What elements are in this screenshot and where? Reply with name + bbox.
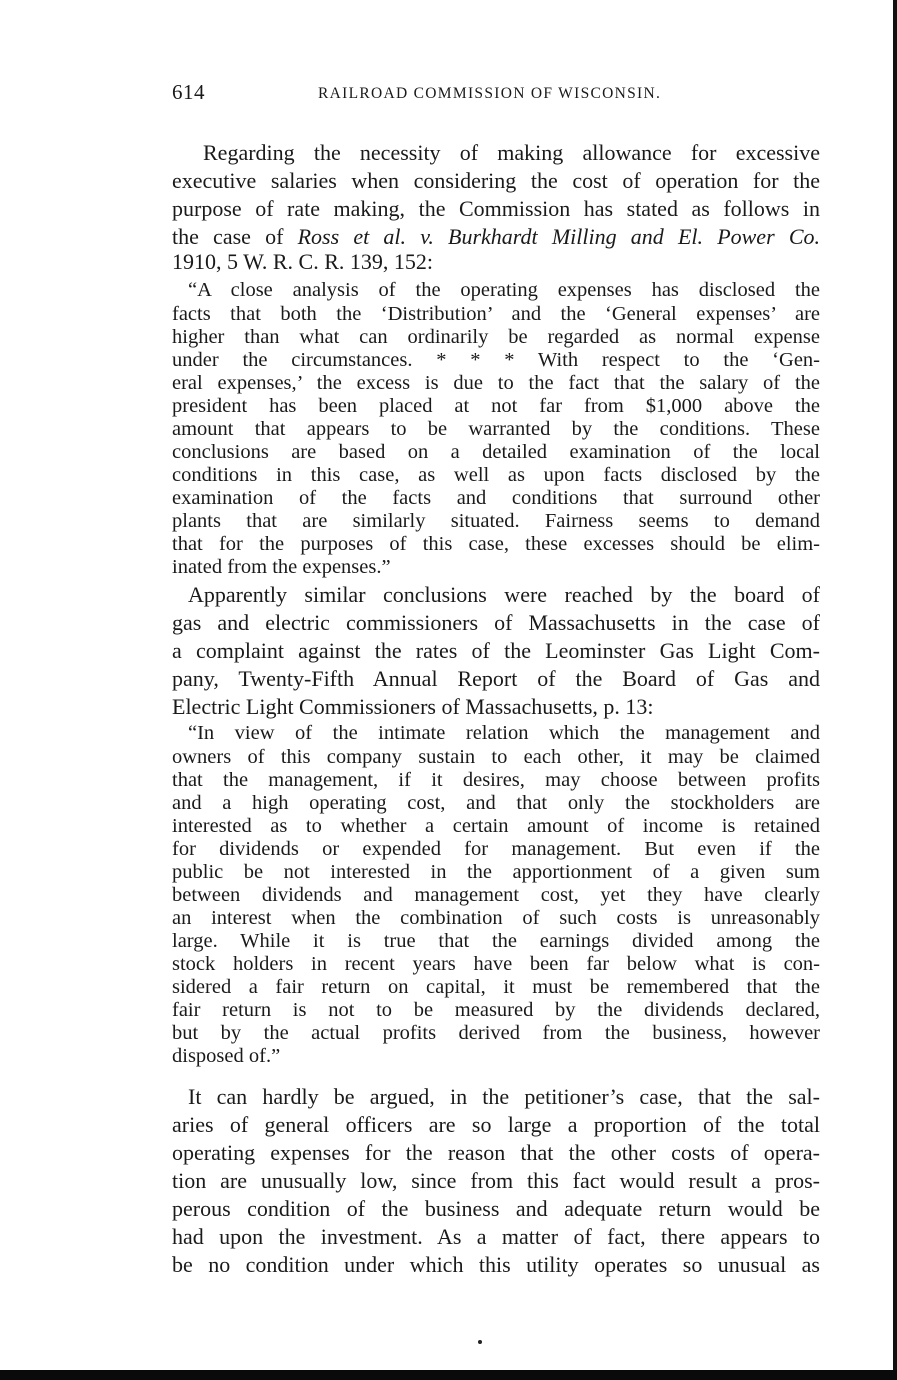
text-line-with-case: [172, 224, 820, 250]
quote-line: that for the purposes of this case, these excesses should be elim-: [172, 533, 820, 555]
text-line: Apparently similar conclusions were reached by the board of: [188, 582, 820, 607]
quote-line: disposed of.”: [172, 1045, 281, 1067]
quote-line: president has been placed at not far from $1,000 above the: [172, 395, 820, 417]
quote-line: conditions in this case, as well as upon facts disclosed by the: [172, 464, 820, 486]
text-line: executive salaries when considering the cost of operation for the: [172, 168, 820, 193]
quote-line: “A close analysis of the operating expenses has disclosed the: [188, 279, 820, 301]
scan-speck: [478, 1340, 482, 1344]
quote-line: “In view of the intimate relation which the management and: [188, 722, 820, 744]
text-line: Regarding the necessity of making allowance for excessive: [203, 140, 820, 165]
text-line: 1910, 5 W. R. C. R. 139, 152:: [172, 249, 433, 274]
text-span: the case of: [172, 224, 298, 249]
quote-line: between dividends and management cost, yet they have clearly: [172, 884, 820, 906]
quote-line: fair return is not to be measured by the dividends declared,: [172, 999, 820, 1021]
scan-bottom-edge: [0, 1370, 897, 1380]
quote-line: under the circumstances. * * * With respect to the ‘Gen-: [172, 349, 820, 371]
text-line: a complaint against the rates of the Leominster Gas Light Com-: [172, 638, 820, 663]
text-line: be no condition under which this utility operates so unusual as: [172, 1252, 820, 1277]
page-number: 614: [172, 80, 205, 104]
quote-line: amount that appears to be warranted by the conditions. These: [172, 418, 820, 440]
quote-line: facts that both the ‘Distribution’ and the ‘General expenses’ are: [172, 303, 820, 325]
text-line: It can hardly be argued, in the petitioner’s case, that the sal-: [188, 1084, 820, 1109]
quote-line: for dividends or expended for management. But even if the: [172, 838, 820, 860]
quote-line: and a high operating cost, and that only the stockholders are: [172, 792, 820, 814]
quote-line: public be not interested in the apportionment of a given sum: [172, 861, 820, 883]
text-line: aries of general officers are so large a proportion of the total: [172, 1112, 820, 1137]
quote-line: sidered a fair return on capital, it must be remembered that the: [172, 976, 820, 998]
quote-line: stock holders in recent years have been far below what is con-: [172, 953, 820, 975]
quote-line: higher than what can ordinarily be regarded as normal expense: [172, 326, 820, 348]
text-line: perous condition of the business and adequate return would be: [172, 1196, 820, 1221]
page-header: [172, 80, 822, 110]
case-citation: Ross et al. v. Burkhardt Milling and El. Power Co.: [297, 224, 820, 249]
quote-line: inated from the expenses.”: [172, 556, 391, 578]
quote-line: an interest when the combination of such costs is unreasonably: [172, 907, 820, 929]
quote-line: interested as to whether a certain amount of income is retained: [172, 815, 820, 837]
text-line: pany, Twenty-Fifth Annual Report of the Board of Gas and: [172, 666, 820, 691]
quote-line: owners of this company sustain to each other, it may be claimed: [172, 746, 820, 768]
text-line: operating expenses for the reason that the other costs of opera-: [172, 1140, 820, 1165]
text-line: tion are unusually low, since from this fact would result a pros-: [172, 1168, 820, 1193]
quote-line: but by the actual profits derived from the business, however: [172, 1022, 820, 1044]
quote-line: eral expenses,’ the excess is due to the fact that the salary of the: [172, 372, 820, 394]
quote-line: plants that are similarly situated. Fairness seems to demand: [172, 510, 820, 532]
text-line: had upon the investment. As a matter of fact, there appears to: [172, 1224, 820, 1249]
text-line: gas and electric commissioners of Massachusetts in the case of: [172, 610, 820, 635]
text-line: purpose of rate making, the Commission has stated as follows in: [172, 196, 820, 221]
text-line: Electric Light Commissioners of Massachusetts, p. 13:: [172, 694, 654, 719]
quote-line: that the management, if it desires, may choose between profits: [172, 769, 820, 791]
quote-line: large. While it is true that the earnings divided among the: [172, 930, 820, 952]
quote-line: conclusions are based on a detailed examination of the local: [172, 441, 820, 463]
quote-line: examination of the facts and conditions that surround other: [172, 487, 820, 509]
scan-right-edge: [893, 0, 897, 1380]
running-head: RAILROAD COMMISSION OF WISCONSIN.: [318, 85, 662, 102]
